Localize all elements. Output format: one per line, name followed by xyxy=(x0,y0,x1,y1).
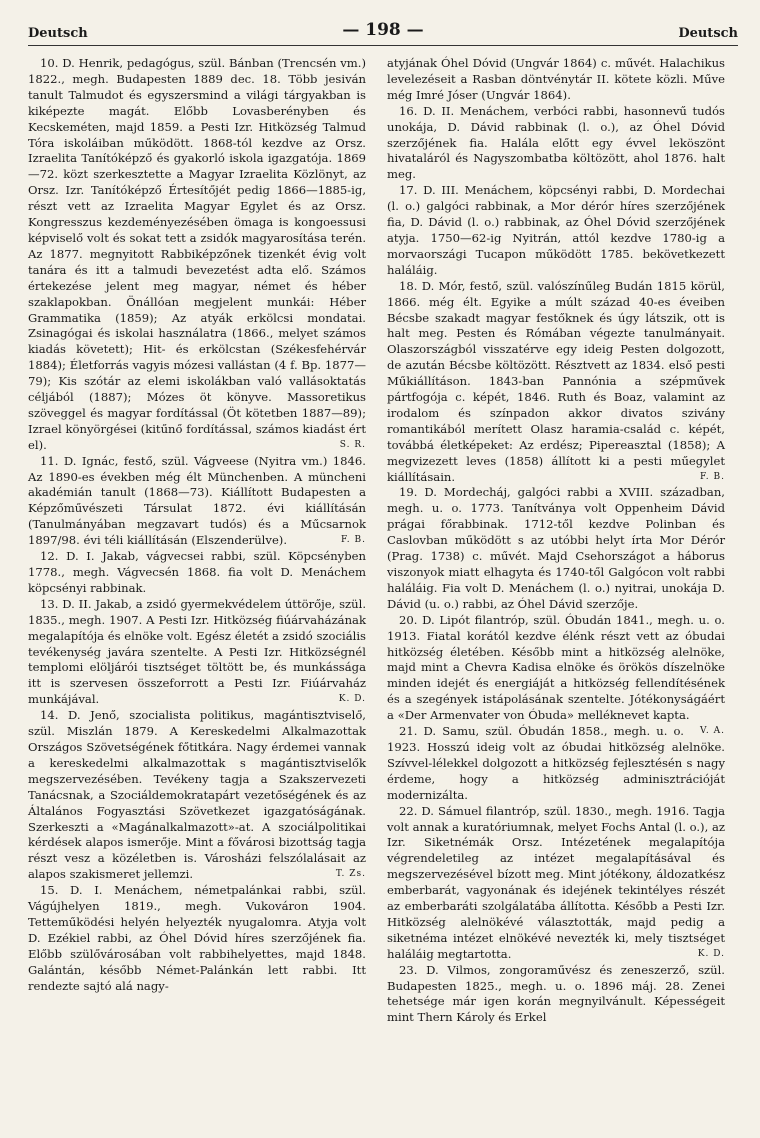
entry-jakab-ii: 13. D. II. Jakab, a zsidó gyermekvédelem úttörője, szül. 1835., megh. 1907. A Pesti Izr. Hitközség fiúárvaházának megalapítója és elnöke volt. Egész életét a zsidó szociális tevékenység javára szentelte. A Pesti Izr. Hitközségnél templomi elöljárói tisztséget töltött be, és munkássága itt is szervesen összeforrott a Pesti Izr. Fiúárvaház munkájával. K. D. xyxy=(28,596,366,707)
entry-vilmos: 23. D. Vilmos, zongoraművész és zeneszerző, szül. Budapesten 1825., megh. u. o. 1896 máj. 28. Zenei tehetsége már igen korán megnyilvánult. Képességeit mint Thern Károly és Erkel xyxy=(387,962,725,1025)
entry-mor: 18. D. Mór, festő, szül. valószínűleg Budán 1815 körül, 1866. még élt. Egyike a múlt század 40-es éveiben Bécsbe szakadt magyar festőknek és úgy látszik, ott is halt meg. Pesten és Rómában végezte tanulmányait. Olaszországból visszatérve egy ideig Pesten dolgozott, de azután Bécsbe költözött. Résztvett az 1834. első pesti Műkiállításon. 1843-ban Pannónia a szépművek pártfogója c. képét, 1846. Ruth és Boaz, valamint az irodalom és színpadon akkor divatos szivány romantikából merített Olasz haramia-család c. képét, továbbá életképeket: Az erdész; Pipereasztal (1858); A megvizezett leves (1858) állított ki a pesti műegylet kiállításain. F. B. xyxy=(387,278,725,484)
entry-jakab-i: 12. D. I. Jakab, vágvecsei rabbi, szül. Köpcsényben 1778., megh. Vágvecsén 1868. fia volt D. Menáchem köpcsényi rabbinak. xyxy=(28,549,366,595)
running-head-right: Deutsch xyxy=(678,26,738,41)
entry-samuel: 22. D. Sámuel filantróp, szül. 1830., megh. 1916. Tagja volt annak a kuratóriumnak, melyet Fochs Antal (l. o.), az Izr. Siketnémák Orsz. Intézetének megalapítója végrendeletileg az intézet megalapításával és megszervezésével bízott meg. Mint jótékony, áldozatkész emberbarát, vagyonának és idejének tekintélyes részét az emberbaráti szolgálatába állította. Később a Pesti Izr. Hitközség alelnökévé választották, majd pedig a siketnéma intézet elnökévé nevezték ki, mely tisztséget haláláig megtartotta. K. D. xyxy=(387,803,725,961)
entry-henrik: 10. D. Henrik, pedagógus, szül. Bánban (Trencsén vm.) 1822., megh. Budapesten 1889 dec. 18. Több jesiván tanult Talmudot és egyszersmind a világi tárgyakban is kiképezte magát. Előbb Lovasberényben és Kecskeméten, majd 1859. a Pesti Izr. Hitközség Talmud Tóra iskoláiban működött. 1868-tól kezdve az Orsz. Izraelita Tanítóképző és gyakorló iskola igazgatója. 1869—72. közt szerkesztette a Magyar Izraelita Közlönyt, az Orsz. Izr. Tanítóképző Értesítőjét pedig 1866—1885-ig, részt vett az Izraelita Magyar Egylet és az Orsz. Kongresszus kezdeményezésében ömaga is kongoessusi képviselő volt és sokat tett a zsidók magyarosítása terén. Az 1877. megnyitott Rabbiképzőnek tizenkét évig volt tanára és itt a talmudi bevezetést adta elő. Számos értekezése jelent meg magyar, német és héber szaklapokban. Önállóan megjelent munkái: Héber Grammatika (1859); Az atyák erkölcsi mondatai. Zsinagógai és iskolai használatra (1866., melyet számos kiadás követett); Hit- és erkölcstan (Székesfehérvár 1884); Életforrás vagyis mózesi vallástan (4 f. Bp. 1877—79); Kis szótár az elemi iskolákban való vallásoktatás céljából (1887); Mózes öt könyve. Massoretikus szöveggel és magyar fordítással (Öt kötetben 1887—89); Izrael könyörgései (kitűnő fordítással, számos kiadást ért el). S. R. xyxy=(28,56,366,452)
entry-menachem-i: 15. D. I. Menáchem, németpalánkai rabbi, szül. Vágújhelyen 1819., megh. Vukováron 1904. Tetteműködési helyén helyezték nyugalomra. Atyja volt D. Ezékiel rabbi, az Óhel Dóvid híres szerzőjének fia. Előbb szülővárosában volt rabbihelyettes, majd 1848. Galántán, később Német-Palánkán lett rabbi. Itt rendezte sajtó alá nagy- xyxy=(28,883,366,993)
signature: V. A. xyxy=(699,726,725,737)
left-column xyxy=(28,56,366,994)
entry-samu: 21. D. Samu, szül. Óbudán 1858., megh. u. o. 1923. Hosszú ideig volt az óbudai hitközség alelnöke. Szívvel-lélekkel dolgozott a hitközség fejlesztésén s nagy érdeme, hogy a hitközség adminisztrációját modernizálta. xyxy=(387,724,725,802)
entry-menachem-iii: 17. D. III. Menáchem, köpcsényi rabbi, D. Mordechai (l. o.) galgóci rabbinak, a Mor dérór híres szerzőjének fia, D. Dávid (l. o.) rabbinak, az Óhel Dóvid szerzőjének atyja. 1750—62-ig Nyitrán, attól kezdve 1780-ig a morvaországi Tucapon működött 1785. bekövetkezett haláláig. xyxy=(387,183,725,277)
signature: F. B. xyxy=(699,471,725,482)
page-number: — 198 — xyxy=(342,20,424,40)
signature: S. R. xyxy=(339,439,366,450)
entry-continuation: atyjának Óhel Dóvid (Ungvár 1864) c. művét. Halachikus levelezéseit a Rasban döntvénytár II. kötete közli. Műve még Imré Jóser (Ungvár 1864). xyxy=(387,56,725,102)
entry-menachem-ii: 16. D. II. Menáchem, verbóci rabbi, hasonnevű tudós unokája, D. Dávid rabbinak (l. o.), az Óhel Dóvid szerzőjének fia. Halála előtt egy évvel leköszönt hivataláról és Nagyszombatba költözött, ahol 1876. halt meg. xyxy=(387,103,725,182)
entry-lipot: 20. D. Lipót filantróp, szül. Óbudán 1841., megh. u. o. 1913. Fiatal korától kezdve élénk részt vett az óbudai hitközség életében. Később mint a hitközség alelnöke, majd mint a Chevra Kadisa elnöke és örökös díszelnöke minden idejét és energiáját a hitközség fellendítésének és a szegények istápolásának szentelte. Jótékonyságáért a «Der Armenvater von Óbuda» melléknevet kapta. V. A. xyxy=(387,613,725,724)
entry-ignac: 11. D. Ignác, festő, szül. Vágveese (Nyitra vm.) 1846. Az 1890-es években még élt Münchenben. A müncheni akadémián tanult (1868—73). Kiállított Budapesten a Képzőművészeti Társulat 1872. évi kiállításán (Tanulmányában megzavart tudós) és a Műcsarnok 1897/98. évi téli kiállításán (Elszenderülve). F. B. xyxy=(28,453,366,548)
page-header xyxy=(28,20,738,44)
signature: F. B. xyxy=(340,535,366,546)
header-rule xyxy=(28,45,738,46)
signature: K. D. xyxy=(697,948,725,959)
running-head-left: Deutsch xyxy=(28,26,88,41)
entry-mordechaj: 19. D. Mordecháj, galgóci rabbi a XVIII. században, megh. u. o. 1773. Tanítványa volt Oppenheim Dávid prágai főrabbinak. 1712-től kezdve Polinban és Caslovban működött s az utóbbi helyt írta Mor Dérór (Prag. 1738) c. művét. Majd Csehországot a háborus viszonyok miatt elhagyta és 1740-től Galgócon volt rabbi haláláig. Fia volt D. Menáchem (l. o.) nyitrai, unokája D. Dávid (u. o.) rabbi, az Óhel Dávid szerzője. xyxy=(387,485,725,611)
signature: K. D. xyxy=(338,694,366,705)
entry-jeno: 14. D. Jenő, szocialista politikus, magántisztviselő, szül. Miszlán 1879. A Kereskedelmi Alkalmazottak Országos Szövetségének főtitkára. Nagy érdemei vannak a kereskedelmi alkalmazottak s magántisztviselők megszervezésében. Tevékeny tagja a Szakszervezeti Tanácsnak, a Szociáldemokratapárt vezetőségének és az Általános Fogyasztási Szövetkezet igazgatóságának. Szerkeszti a «Magánalkalmazott»-at. A szociálpolitikai kérdések alapos ismerője. Mint a fővárosi bizottság tagja részt vesz a közéletben is. Városházi felszólalásait az alapos szakismeret jellemzi. T. Zs. xyxy=(28,708,366,882)
signature: T. Zs. xyxy=(335,869,366,880)
right-column xyxy=(387,56,725,1026)
